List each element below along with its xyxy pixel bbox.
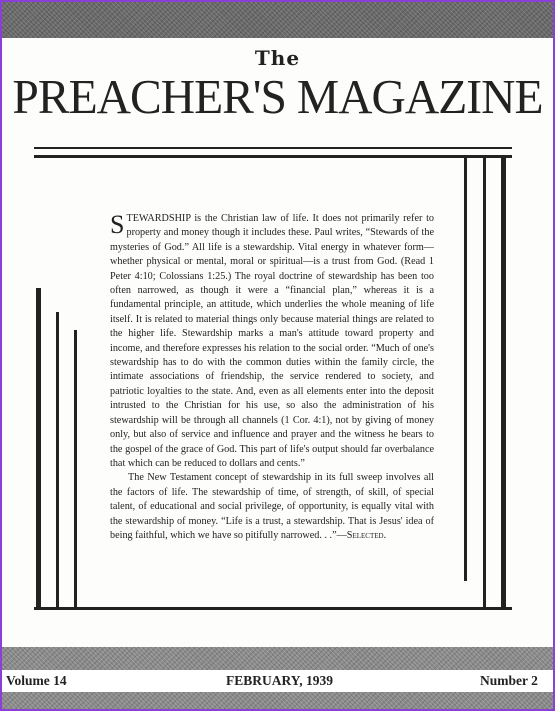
drop-cap: S (110, 210, 125, 239)
volume-label: Volume 14 (6, 673, 67, 688)
decorative-bar-left-3 (74, 330, 77, 607)
article-paragraph-2 (110, 471, 434, 543)
decorative-bar-right-1 (464, 158, 467, 581)
masthead-rule-top (34, 147, 512, 149)
article-paragraph-1 (110, 212, 434, 471)
decorative-bar-right-3 (501, 158, 506, 610)
issue-number: Number 2 (480, 673, 538, 688)
decorative-bar-right-2 (483, 158, 486, 610)
decorative-bar-left-1 (36, 288, 41, 607)
stewardship-article (110, 212, 434, 543)
article-paragraph-2-text: The New Testament concept of stewardship in its full sweep involves all the factors of life. The stewardship of time, of strength, of skill, of special talent, of educational and social privilege, of opportunity, is equally vital with the stewardship of money. “Life is a trust, a stewardship. That is Jesus' idea of being faithful, which we have so pitifully narrowed. . .”— (110, 472, 434, 541)
decorative-bar-left-2 (56, 312, 59, 607)
bottom-rule (34, 607, 512, 610)
issue-date: FEBRUARY, 1939 (226, 673, 334, 688)
masthead-rule-bottom (34, 155, 512, 158)
article-source: Selected. (346, 529, 387, 541)
masthead-title: PREACHER'S MAGAZINE (12, 69, 543, 124)
article-paragraph-1-text: TEWARDSHIP is the Christian law of life. It does not primarily refer to property and money though it includes these. Paul writes, “Stewards of the mysteries of God.” All life is a stewardship. Vital energy in whatever form—whether physical or mental, moral or spiritual—is a trust from God. (Read 1 Peter 4:10; Colossians 1:25.) The royal doctrine of stewardship has been too often narrowed, as though it were a “financial plan,” whereas it is a fundamental principle, an attitude, which underlies the whole meaning of life itself. It is related to material things only because material things are related to the higher life. Stewardship marks a man's attitude toward property and income, and therefore expresses his relation to the social order. “Much of one's stewardship has to do with the common duties within the family circle, the intimate associations of friendship, the service rendered to society, and patriotic loyalties to the state. And, even as all elements enter into the deposit intrusted to the Christian for his use, so also the administration of his stewardship will be through all channels (1 Cor. 4:1), not by giving of money only, but also of service and influence and prayer and the witness he bears to the gospel of the grace of God. This part of life's output should far overbalance that which can be reduced to dollars and cents.” (110, 213, 434, 469)
top-texture-band (2, 2, 553, 38)
masthead-article: The (254, 46, 301, 70)
